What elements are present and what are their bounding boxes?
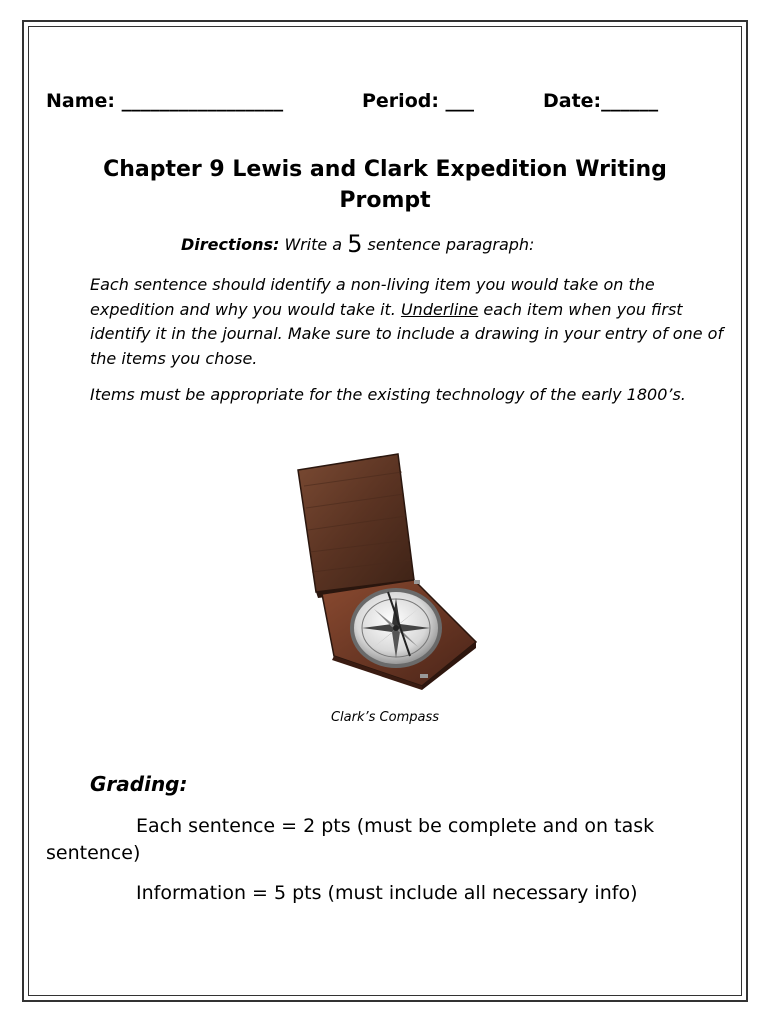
grading-heading: Grading:: [90, 772, 188, 796]
grading-criterion-information: Information = 5 pts (must include all necessary info): [136, 882, 638, 904]
underline-word: Underline: [400, 299, 479, 319]
instructions-paragraph: [90, 273, 730, 371]
worksheet-title: Chapter 9 Lewis and Clark Expedition Writing Prompt: [103, 157, 667, 213]
name-field: Name: _________________: [46, 90, 284, 112]
instructions-text-start: Each sentence should identify a non-living item you would take on the expedition and why you would take it.: [90, 275, 655, 319]
sentence-count: 5: [347, 230, 363, 258]
grading-criterion-sentences: Each sentence = 2 pts (must be complete and on task sentence): [46, 815, 655, 864]
date-field: Date:______: [543, 90, 659, 112]
directions-text-before: Write a: [279, 235, 348, 254]
directions-line: [181, 230, 701, 258]
compass-image: [294, 452, 478, 690]
period-field: Period: ___: [362, 90, 475, 112]
directions-text-after: sentence paragraph:: [362, 235, 535, 254]
instructions-text-end: each item when you first identify it in the journal. Make sure to include a drawing in your entry of one of the items you chose.: [90, 299, 724, 368]
directions-label: Directions:: [181, 235, 280, 254]
compass-caption: Clark’s Compass: [330, 710, 440, 725]
student-info-row: [46, 90, 726, 116]
technology-note: Items must be appropriate for the existing technology of the early 1800’s.: [90, 385, 686, 404]
